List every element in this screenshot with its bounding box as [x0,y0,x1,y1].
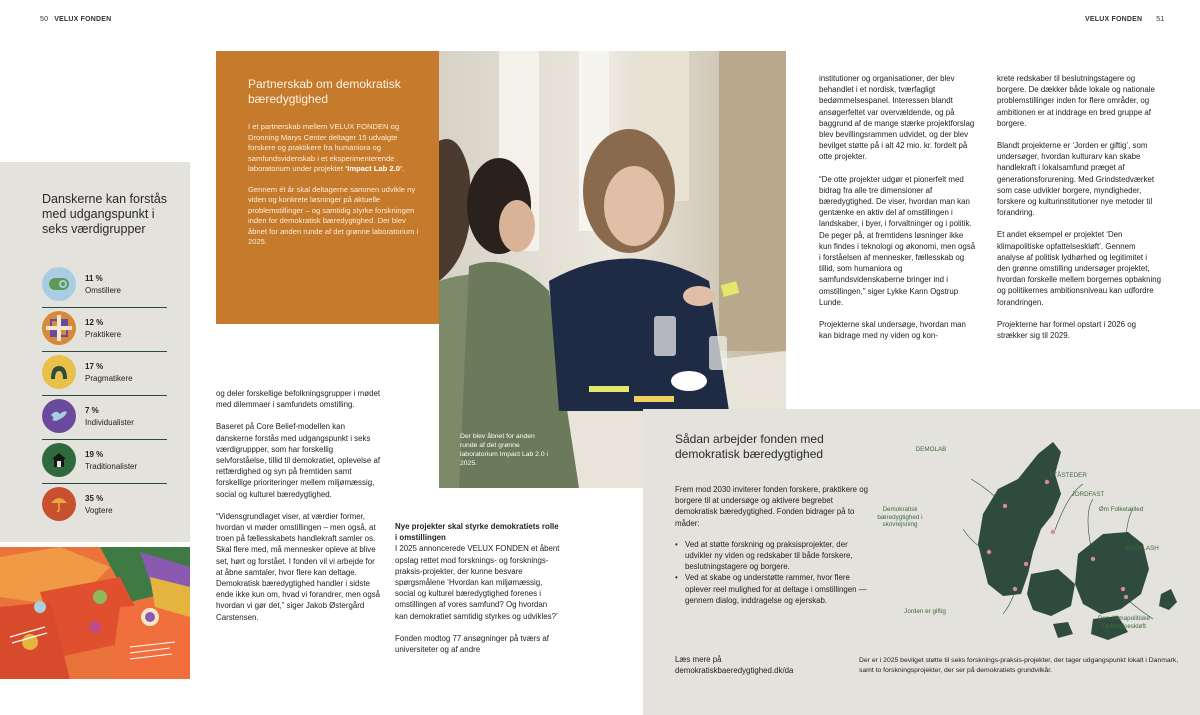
value-label: Individualister [85,418,134,427]
partnership-body [248,122,423,258]
list-item: • Ved at skabe og understøtte rammer, hvor flere oplever reel mulighed for at deltage i omstillingen — gennem dialog, inddragelse og ejerskab. [675,572,875,606]
bird-icon [42,399,76,433]
value-item-praktikere [42,308,167,348]
paragraph: Fonden modtog 77 ansøgninger på tværs af universiteter og af andre [395,633,549,655]
paragraph: institutioner og organisationer, der blev behandlet i et nordisk, tværfagligt bedømmelsespanel. Interessen blandt ansøgerfeltet var overvældende, og på baggrund af de mange stærke projektforslag blev bevillingsrammen udvidet, og der blev bevilget støtte på i alt 42 mio. kr. fordelt på otte projekter. [819,74,975,162]
value-item-traditionalister [42,440,167,480]
page-folio-left [40,16,117,23]
house-icon [42,443,76,477]
map-label-jordfast: JORDFAST [1071,491,1105,498]
text-column-3 [819,73,976,352]
partnership-paragraph-2: Gennem ét år skal deltagerne sammen udvikle ny viden og konkrete løsninger på aktuelle problemstillinger – og samtidig styrke forskningen inden for demokratisk bæredygtighed. Der blev åbnet for anden runde af det grønne laboratorium i 2025. [248,184,419,246]
partnership-paragraph-1 [248,122,423,175]
value-item-pragmatikere [42,352,167,392]
value-pct: 7 % [85,406,99,415]
values-panel-title: Danskerne kan forstås med udgangspunkt i seks værdigrupper [42,192,168,236]
value-item-omstillere [42,264,167,304]
photo-caption: Der blev åbnet for anden runde af det grønne laboratorium Impact Lab 2.0 i 2025. [460,433,549,467]
value-pct: 19 % [85,450,104,459]
map-label-staasteder: STÅSTEDER [1049,472,1087,479]
map-label-folketaellet: Øm Folketælled [1098,506,1144,513]
how-panel-list [675,539,875,606]
value-label: Praktikere [85,330,122,339]
page-number-right: 51 [1156,16,1165,23]
value-pct: 17 % [85,362,104,371]
value-label: Pragmatikere [85,374,133,383]
page-folio-right [1085,16,1164,23]
paragraph: Et andet eksempel er projektet ‘Den klimapolitiske opfattelseskløft’. Gennem analyse af politisk lydhørhed og legitimitet i den grønne omstilling undersøger projektet, hvordan forskelle mellem borgernes opbakning og politikernes ambitionsniveau kan udfordre forandringen. [997,230,1162,307]
paragraph: og deler forskellige befolkningsgrupper i mødet med dilemmaer i samfundets omstilling. [216,389,381,410]
value-label: Omstillere [85,286,122,295]
partnership-box [216,51,439,324]
text-column-4 [997,73,1162,352]
values-panel [0,162,190,542]
paragraph: Projekterne skal undersøge, hvordan man kan bidrage med ny viden og kon- [819,320,966,341]
brand-left: VELUX FONDEN [54,16,112,23]
value-pct: 11 % [85,274,103,283]
globe-icon [42,267,76,301]
value-item-individualister [42,396,167,436]
value-item-vogtere [42,484,167,524]
page-number-left: 50 [40,16,49,23]
how-panel-intro: Frem mod 2030 inviterer fonden forskere, praktikere og borgere til at undersøge og aktivere begrebet demokratisk bæredygtighed. Fonden bidrager på to måder: [675,485,868,528]
paragraph: Projekterne har formel opstart i 2026 og strækker sig til 2029. [997,319,1137,341]
cross-grid-icon [42,311,76,345]
list-item: • Ved at støtte forskning og praksisprojekter, der udvikler ny viden og redskaber til både forskere, beslutningstagere og borgere. [675,539,875,573]
map-caption: Der er i 2025 bevilget støtte til seks forsknings-praksis-projekter, der tager udgangspunkt lokalt i Danmark, samt to forskningsprojekter, der ser på demokratiets grundvilkår. [859,657,1179,674]
text-column-1 [216,388,381,634]
brand-right: VELUX FONDEN [1085,16,1143,23]
text-column-2 [395,521,560,666]
map-label-jorden: Jorden er giftig [904,608,946,615]
partnership-text: I et partnerskab mellem VELUX FONDEN og Dronning Marys Center deltager 15 udvalgte forskere og praktikere fra humaniora og samfundsvidenskab i et eksperimenterende laboratorium under projektet [248,122,400,173]
partnership-text-end: . [402,164,405,173]
value-label: Vogtere [85,506,113,515]
value-pct: 35 % [85,494,104,503]
map-label-backlash: BACKLASH [1125,545,1159,552]
read-more [675,654,875,676]
umbrella-icon [42,487,76,521]
paragraph: Baseret på Core Belief-modellen kan danskerne forstås med udgangspunkt i seks værdigruppper, som har forskellig selvforståelse, tillid til demokratiet, oplevelse af retfærdighed og syn på fremtiden samt forskellige prioriteringer mellem miljømæssig, social og kulturel bæredygtighed. [216,422,381,499]
how-panel-title: Sådan arbejder fonden med demokratisk bæredygtighed [675,432,824,461]
partnership-title: Partnerskab om demokratisk bæredygtighed [248,77,401,106]
read-more-label: Læs mere på [675,655,722,664]
paragraph: I 2025 annoncerede VELUX FONDEN et åbent opslag rettet mod forsknings- og forsknings-praksis-projekter, der kunne besvare spørgsmålene ‘Hvordan kan miljømæssig, social og kulturel bæredygtighed forenes i omstillingen af vores samfund? Og hvordan kan demokratiet samtidig styrkes og udvikles?’ [395,544,560,621]
map-label-klimapolitiske: Den Klimapolitiske Opfattelseskløft [1098,615,1150,630]
value-label: Traditionalister [85,462,138,471]
value-pct: 12 % [85,318,104,327]
paragraph: Blandt projekterne er ‘Jorden er giftig’, som undersøger, hvordan kulturarv kan skabe handlekraft i lokalsamfund præget af generationsforurening. Med Grindstedværket som case udvikler borgere, myndigheder, forskere og kulturinstitutioner nye metoder til forandring. [997,141,1155,218]
map-label-skovrejsning: Demokratisk bæredygtighed i skovrejsning [877,506,923,528]
read-more-link[interactable]: demokratiskbaeredygtighed.dk/da [675,666,794,676]
arch-icon [42,355,76,389]
quote-paragraph: “De otte projekter udgør et pionerfelt med bidrag fra alle tre dimensioner af bæredygtighed. De viser, hvordan man kan gentænke en aktiv del af omstillingen i landskaber, i byer, i forvaltninger og i politik. De peger på, at fremtidens løsninger ikke kun findes i teknologi og økonomi, men også i forståelsen af mennesker, fællesskab og tillid, som humaniora og samfundsvidenskaberne bringer ind i omstillingen,” siger Lykke Kann Ogstrup Lunde. [819,174,976,307]
map-label-demolab: DEMOLAB [915,446,947,453]
paragraph: krete redskaber til beslutningstagere og borgere. De dækker både lokale og nationale problemstillinger inden for flere områder, og ambitionen er at inddrage en bred gruppe af borgere. [997,74,1155,128]
project-name: ‘Impact Lab 2.0’ [345,164,403,173]
how-panel [643,409,1200,715]
section-heading: Nye projekter skal styrke demokratiets rolle i omstillingen [395,522,559,543]
quote-paragraph: “Vidensgrundlaget viser, at værdier former, hvordan vi møder omstillingen – men også, at troen på fællesskabets handlekraft samler os. Skal flere med, må mennesker opleve at blive set, hørt og forstået. I fonden vil vi arbejde for at åbne samtaler, hvor flere kan deltage. Demokratisk bæredygtighed handler i sidste ende ikke kun om, hvad vi forandrer, men også hvordan vi gør det,” siger Jakob Østergård Carstensen. [216,511,381,622]
photo-value-cards [0,547,190,679]
how-panel-body [675,484,875,606]
